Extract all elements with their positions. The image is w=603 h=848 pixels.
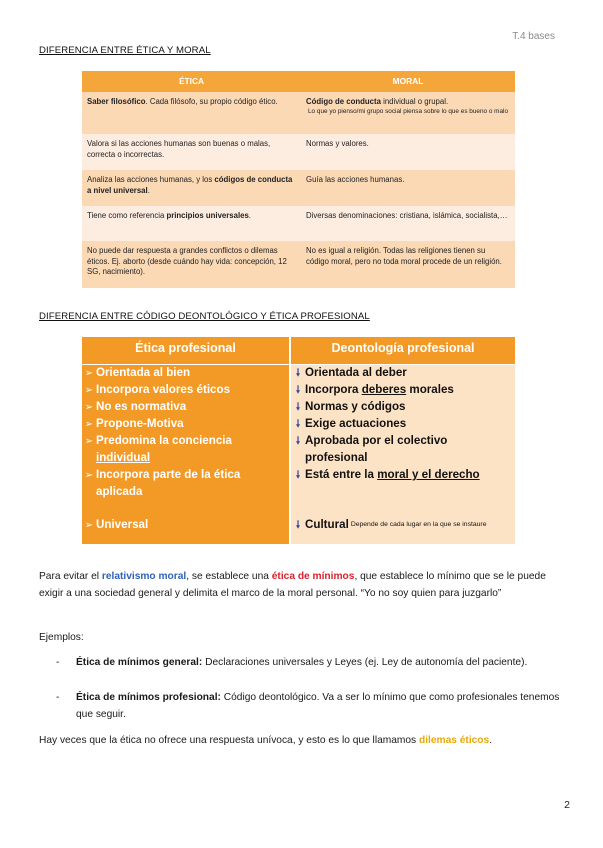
arrow-bullet-icon: ➢	[84, 436, 94, 447]
etica-moral-table	[82, 71, 515, 288]
cell-moral: Normas y valores.	[301, 134, 515, 170]
deontologia-profesional-column	[291, 365, 515, 544]
cell-etica: Valora si las acciones humanas son buenas o malas, correcta o incorrectas.	[82, 134, 301, 170]
list-item: ➢ Predomina la conciencia	[82, 433, 287, 451]
cultural-note: Depende de cada lugar en la que se instaure	[350, 520, 487, 528]
cell-moral: Diversas denominaciones: cristiana, islámica, socialista,…	[301, 206, 515, 241]
list-item-continuation: individual	[96, 451, 151, 464]
cell-note: Lo que yo pienso/mi grupo social piensa sobre lo que es bueno o malo	[308, 107, 509, 115]
list-item: ➢ Incorpora parte de la ética	[82, 467, 287, 485]
list-item: ➢ Propone-Motiva	[82, 416, 287, 434]
highlight-etica-minimos: ética de mínimos	[271, 571, 355, 582]
highlight-dilemas: dilemas éticos	[418, 735, 490, 746]
down-arrow-icon: 🠗	[295, 402, 301, 413]
arrow-bullet-icon: ➢	[84, 470, 94, 481]
table-row	[82, 241, 515, 288]
header-label: T.4 bases	[512, 31, 555, 42]
dash-bullet: -	[56, 692, 60, 703]
cell-moral: No es igual a religión. Todas las religiones tienen su código moral, pero no toda moral procede de un religión.	[301, 241, 515, 288]
cell-etica: Analiza las acciones humanas, y los códigos de conducta a nivel universal.	[82, 170, 301, 206]
cell-etica: No puede dar respuesta a grandes conflictos o dilemas éticos. Ej. aborto (desde cuándo hay vida: concepción, 12 SG, nacimiento).	[82, 241, 301, 288]
page-number: 2	[564, 799, 570, 811]
paragraph-dilemas: Hay veces que la ética no ofrece una respuesta unívoca, y esto es lo que llamamos dilemas éticos.	[39, 735, 493, 746]
cell-moral: Guía las acciones humanas.	[301, 170, 515, 206]
table-row	[82, 92, 515, 134]
list-item: 🠗 Está entre la moral y el derecho	[291, 467, 513, 485]
col-header-deontologia-profesional: Deontología profesional	[291, 337, 515, 364]
list-item-continuation: aplicada	[96, 485, 143, 498]
list-item: 🠗 Aprobada por el colectivo	[291, 433, 513, 451]
arrow-bullet-icon: ➢	[84, 385, 94, 396]
section-title-deontologia: DIFERENCIA ENTRE CÓDIGO DEONTOLÓGICO Y ÉTICA PROFESIONAL	[39, 311, 370, 322]
table-row	[82, 170, 515, 206]
down-arrow-icon: 🠗	[295, 368, 301, 379]
down-arrow-icon: 🠗	[295, 419, 301, 430]
list-item: ➢ Universal	[82, 517, 287, 535]
arrow-bullet-icon: ➢	[84, 520, 94, 531]
highlight-relativismo: relativismo moral	[101, 571, 187, 582]
list-item: ➢ No es normativa	[82, 399, 287, 417]
down-arrow-icon: 🠗	[295, 436, 301, 447]
list-item: 🠗 Cultural Depende de cada lugar en la que se instaure	[291, 517, 513, 535]
arrow-bullet-icon: ➢	[84, 419, 94, 430]
list-item: 🠗 Normas y códigos	[291, 399, 513, 417]
arrow-bullet-icon: ➢	[84, 368, 94, 379]
col-header-etica-profesional: Ética profesional	[82, 337, 289, 364]
col-header-moral: MORAL	[301, 71, 515, 92]
examples-label: Ejemplos:	[39, 632, 84, 643]
table-row	[82, 134, 515, 170]
etica-profesional-column	[82, 365, 289, 544]
list-item: ➢ Orientada al bien	[82, 365, 287, 383]
down-arrow-icon: 🠗	[295, 385, 301, 396]
col-header-etica: ÉTICA	[82, 71, 301, 92]
list-item: - Ética de mínimos profesional: Código deontológico. Va a ser lo mínimo que como profesionales tenemos que seguir.	[56, 689, 566, 725]
etica-deontologia-table	[82, 337, 515, 544]
list-item: 🠗 Orientada al deber	[291, 365, 513, 383]
list-item: 🠗 Incorpora deberes morales	[291, 382, 513, 400]
table-row	[82, 206, 515, 241]
cell-etica: Tiene como referencia principios universales.	[82, 206, 301, 241]
section-title-etica-moral: DIFERENCIA ENTRE ÉTICA Y MORAL	[39, 45, 211, 56]
cell-etica: Saber filosófico. Cada filósofo, su propio código ético.	[82, 92, 301, 134]
arrow-bullet-icon: ➢	[84, 402, 94, 413]
list-item: 🠗 Exige actuaciones	[291, 416, 513, 434]
list-item: ➢ Incorpora valores éticos	[82, 382, 287, 400]
cell-moral: Código de conducta individual o grupal. Lo que yo pienso/mi grupo social piensa sobre lo que es bueno o malo	[301, 92, 515, 134]
list-item-continuation: profesional	[305, 451, 368, 464]
paragraph-etica-minimos: Para evitar el relativismo moral, se establece una ética de mínimos, que establece lo mínimo que se le puede exigir a una sociedad general y delimita el marco de la moral personal. “Yo no soy quien para juzgarlo”	[39, 571, 546, 600]
dash-bullet: -	[56, 657, 60, 668]
down-arrow-icon: 🠗	[295, 520, 301, 531]
list-item: - Ética de mínimos general: Declaraciones universales y Leyes (ej. Ley de autonomía del paciente).	[56, 654, 566, 690]
down-arrow-icon: 🠗	[295, 470, 301, 481]
